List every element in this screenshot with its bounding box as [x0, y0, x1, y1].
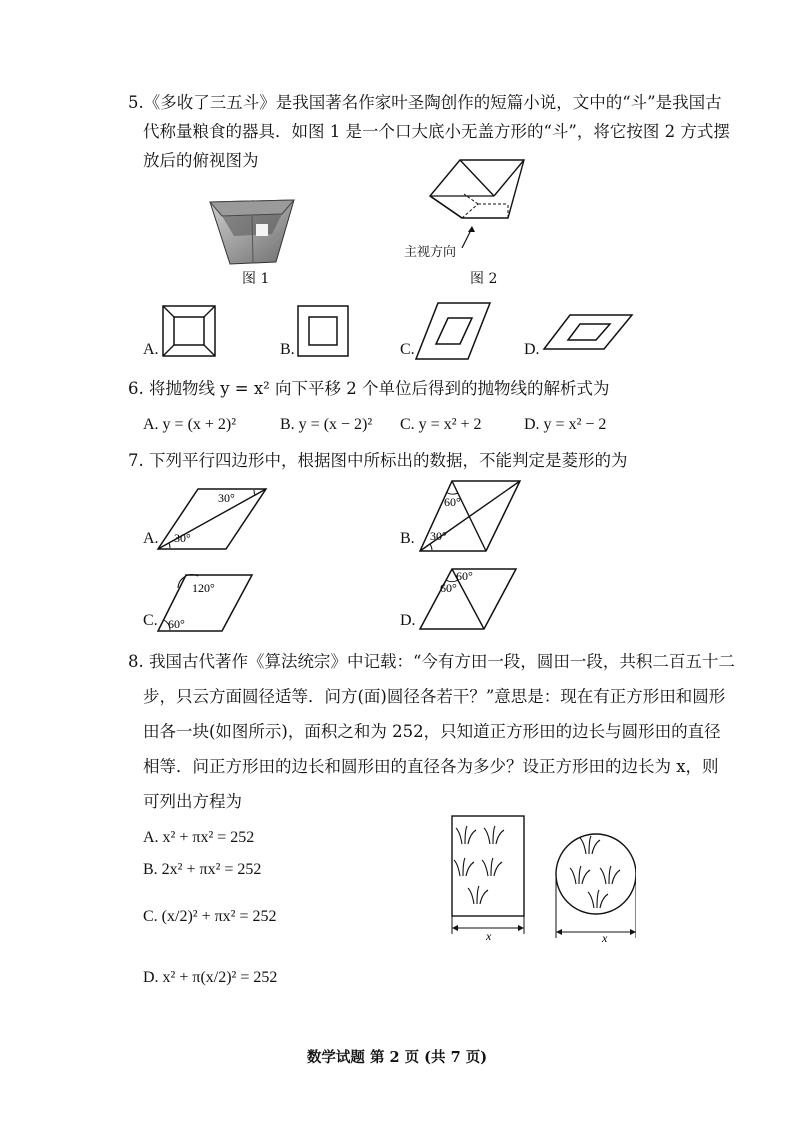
- q7-option-b-label[interactable]: B.: [400, 530, 415, 547]
- q8-circle-dimension-label: x: [602, 931, 608, 942]
- q7-option-d-figure: [418, 566, 518, 632]
- q7-option-a-label[interactable]: A.: [143, 530, 159, 547]
- grain-measure-photo-figure: [206, 190, 298, 268]
- q8-stem-line-2: 步，只云方面圆径适等．问方(面)圆径各若干？”意思是：现在有正方形田和圆形: [143, 687, 726, 706]
- q5-option-c-figure: [414, 300, 492, 362]
- q5-stem-line-3: 放后的俯视图为: [143, 151, 259, 170]
- q7-d-angle-left: 60°: [440, 581, 457, 595]
- q7-c-angle-top: 120°: [192, 581, 215, 595]
- q8-option-d[interactable]: D. x² + π(x/2)² = 252: [143, 969, 278, 986]
- q6-option-d[interactable]: D. y = x² − 2: [524, 416, 607, 433]
- q8-square-dimension-label: x: [486, 929, 492, 942]
- fig2-caption: 图 2: [470, 271, 498, 287]
- q7-option-c-figure: [156, 572, 254, 634]
- q7-b-angle-top: 60°: [444, 495, 461, 509]
- q5-option-d-figure: [542, 312, 634, 352]
- q5-option-a-figure: [160, 303, 218, 359]
- q5-option-a-label[interactable]: A.: [143, 341, 159, 358]
- q7-a-angle-top: 30°: [218, 491, 235, 505]
- q6-option-c[interactable]: C. y = x² + 2: [400, 416, 482, 433]
- grass-icons-square: [454, 826, 504, 904]
- q8-option-a[interactable]: A. x² + πx² = 252: [143, 829, 255, 846]
- q5-option-b-label[interactable]: B.: [280, 341, 295, 358]
- q7-a-angle-bottom: 30°: [174, 531, 191, 545]
- q5-option-b-figure: [295, 303, 351, 359]
- q8-fields-figure: [446, 812, 636, 942]
- fig1-caption: 图 1: [242, 271, 270, 287]
- q7-option-c-label[interactable]: C.: [143, 612, 158, 629]
- q7-option-d-label[interactable]: D.: [400, 612, 416, 629]
- q6-stem: 6. 将抛物线 y = x² 向下平移 2 个单位后得到的抛物线的解析式为: [128, 379, 610, 398]
- q7-c-angle-bottom: 60°: [168, 617, 185, 631]
- q8-option-b[interactable]: B. 2x² + πx² = 252: [143, 861, 262, 878]
- q7-option-b-figure: [418, 478, 522, 554]
- q8-option-c[interactable]: C. (x/2)² + πx² = 252: [143, 908, 277, 925]
- q5-stem-line-1: 5.《多收了三五斗》是我国著名作家叶圣陶创作的短篇小说，文中的“斗”是我国古: [128, 93, 722, 112]
- q6-option-a[interactable]: A. y = (x + 2)²: [143, 416, 237, 433]
- q5-stem-line-2: 代称量粮食的器具．如图 1 是一个口大底小无盖方形的“斗”，将它按图 2 方式摆: [143, 122, 730, 141]
- q7-option-a-figure: [156, 486, 268, 552]
- q7-stem: 7. 下列平行四边形中，根据图中所标出的数据，不能判定是菱形的为: [128, 451, 628, 470]
- grain-measure-wireframe-figure: [424, 156, 528, 248]
- q7-b-angle-bottom: 30°: [430, 529, 447, 543]
- q8-stem-line-5: 可列出方程为: [143, 792, 242, 811]
- q5-option-c-label[interactable]: C.: [400, 341, 415, 358]
- grass-icons-circle: [570, 836, 620, 908]
- q8-stem-line-4: 相等．问正方形田的边长和圆形田的直径各为多少？设正方形田的边长为 x，则: [143, 757, 719, 776]
- fig2-view-direction-note: 主视方向: [404, 245, 457, 260]
- q7-d-angle-right: 60°: [456, 569, 473, 583]
- q5-option-d-label[interactable]: D.: [524, 341, 540, 358]
- q6-option-b[interactable]: B. y = (x − 2)²: [280, 416, 373, 433]
- q8-stem-line-1: 8. 我国古代著作《算法统宗》中记载：“今有方田一段，圆田一段，共积二百五十二: [128, 652, 735, 671]
- q8-stem-line-3: 田各一块(如图所示)，面积之和为 252，只知道正方形田的边长与圆形田的直径: [143, 722, 721, 741]
- page-footer: 数学试题 第 2 页 (共 7 页): [306, 1049, 488, 1066]
